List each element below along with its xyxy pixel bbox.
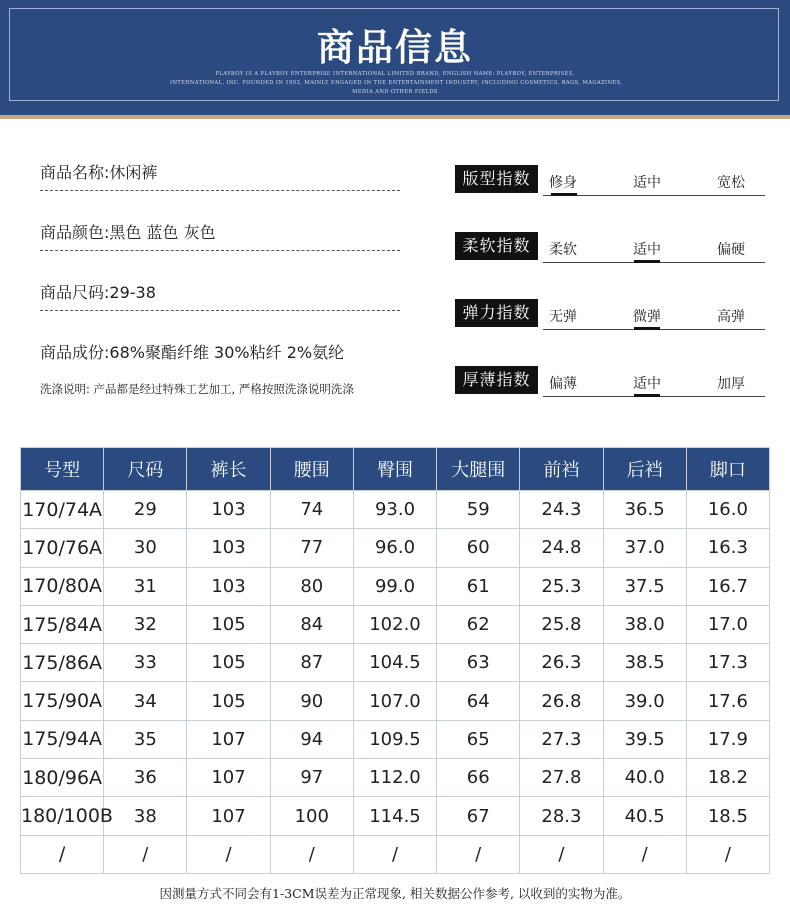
table-cell: 27.8 [520, 759, 603, 797]
table-cell: 175/90A [21, 682, 104, 720]
header-cell: 裤长 [187, 448, 270, 491]
table-cell: 114.5 [353, 797, 436, 835]
product-size-label: 商品尺码: [40, 283, 110, 302]
index-selected-marker [634, 394, 660, 397]
fit-index-label: 版型指数 [455, 165, 538, 193]
table-cell: 170/76A [21, 529, 104, 567]
header-cell: 号型 [21, 448, 104, 491]
header-banner [0, 0, 790, 115]
table-cell: / [353, 835, 436, 873]
index-option: 适中 [633, 376, 661, 392]
table-cell: 17.6 [686, 682, 769, 720]
table-cell: / [520, 835, 603, 873]
table-cell: / [187, 835, 270, 873]
index-option: 修身 [549, 175, 577, 191]
thickness-index [455, 366, 765, 404]
elasticity-index [455, 299, 765, 337]
table-cell: 63 [437, 644, 520, 682]
header-cell: 前裆 [520, 448, 603, 491]
table-row [21, 797, 770, 835]
table-cell: 107 [187, 720, 270, 758]
banner-subtitle-line-2: INTERNATIONAL, INC. FOUNDED IN 1953, MAINLY ENGAGED IN THE ENTERTAINMENT INDUSTRY, INCLUDING COSMETICS, BAGS, MAGAZINES, [170, 80, 623, 86]
table-cell: 18.5 [686, 797, 769, 835]
table-cell: 97 [270, 759, 353, 797]
table-cell: 62 [437, 605, 520, 643]
table-cell: 32 [104, 605, 187, 643]
table-cell: 36.5 [603, 491, 686, 529]
table-cell: 29 [104, 491, 187, 529]
table-cell: 39.0 [603, 682, 686, 720]
table-cell: 107 [187, 759, 270, 797]
product-size-value: 29-38 [109, 283, 156, 302]
table-cell: 175/94A [21, 720, 104, 758]
table-cell: 180/100B [21, 797, 104, 835]
fit-index [455, 165, 765, 203]
care-instructions: 洗涤说明: 产品都是经过特殊工艺加工, 严格按照洗涤说明洗涤 [40, 382, 354, 396]
table-cell: 100 [270, 797, 353, 835]
table-cell: 87 [270, 644, 353, 682]
table-cell: 16.3 [686, 529, 769, 567]
table-cell: 26.8 [520, 682, 603, 720]
table-cell: 33 [104, 644, 187, 682]
table-cell: 90 [270, 682, 353, 720]
index-option: 柔软 [549, 242, 577, 258]
banner-subtitle-line-3: MEDIA AND OTHER FIELDS [352, 89, 438, 95]
table-cell: 31 [104, 567, 187, 605]
table-cell: 38.0 [603, 605, 686, 643]
banner-accent-stripe [0, 115, 790, 119]
index-option: 偏薄 [549, 376, 577, 392]
table-cell: 175/86A [21, 644, 104, 682]
softness-index-label: 柔软指数 [455, 232, 538, 260]
table-cell: 34 [104, 682, 187, 720]
table-cell: 65 [437, 720, 520, 758]
index-option: 偏硬 [717, 242, 745, 258]
table-cell: / [603, 835, 686, 873]
thickness-index-label: 厚薄指数 [455, 366, 538, 394]
table-row [21, 529, 770, 567]
table-cell: 17.9 [686, 720, 769, 758]
table-cell: 74 [270, 491, 353, 529]
product-material-row [40, 340, 400, 366]
header-cell: 腰围 [270, 448, 353, 491]
table-cell: 175/84A [21, 605, 104, 643]
table-row [21, 491, 770, 529]
table-cell: 104.5 [353, 644, 436, 682]
table-cell: 40.0 [603, 759, 686, 797]
table-cell: 67 [437, 797, 520, 835]
measurement-note: 因测量方式不同会有1-3CM误差为正常现象, 相关数据公作参考, 以收到的实物为准。 [159, 886, 631, 901]
table-row [21, 720, 770, 758]
table-cell: 24.8 [520, 529, 603, 567]
table-cell: 96.0 [353, 529, 436, 567]
table-row [21, 644, 770, 682]
table-cell: 99.0 [353, 567, 436, 605]
table-cell: 61 [437, 567, 520, 605]
header-cell: 尺码 [104, 448, 187, 491]
table-cell: 60 [437, 529, 520, 567]
table-cell: 80 [270, 567, 353, 605]
table-cell: 77 [270, 529, 353, 567]
table-cell: 112.0 [353, 759, 436, 797]
product-name-value: 休闲裤 [109, 163, 158, 182]
table-cell: / [104, 835, 187, 873]
table-cell: 84 [270, 605, 353, 643]
table-cell: 103 [187, 491, 270, 529]
table-cell: 59 [437, 491, 520, 529]
header-cell: 后裆 [603, 448, 686, 491]
table-cell: / [437, 835, 520, 873]
table-cell: 38.5 [603, 644, 686, 682]
table-cell: 25.8 [520, 605, 603, 643]
table-cell: 103 [187, 529, 270, 567]
table-cell: 170/80A [21, 567, 104, 605]
table-cell: 17.3 [686, 644, 769, 682]
table-cell: 105 [187, 682, 270, 720]
table-cell: 18.2 [686, 759, 769, 797]
softness-index [455, 232, 765, 270]
banner-subtitle-line-1: PLAYBOY IS A PLAYBOY ENTERPRISE INTERNATIONAL LIMITED BRAND, ENGLISH NAME: PLAYBOY, ENTERPRISES, [215, 71, 575, 77]
index-option: 微弹 [633, 309, 661, 325]
index-option: 无弹 [549, 309, 577, 325]
product-color-label: 商品颜色: [40, 223, 110, 242]
table-row [21, 759, 770, 797]
table-cell: 107.0 [353, 682, 436, 720]
table-cell: 109.5 [353, 720, 436, 758]
table-cell: 102.0 [353, 605, 436, 643]
product-size-row [40, 280, 400, 311]
table-cell: 64 [437, 682, 520, 720]
table-cell: 94 [270, 720, 353, 758]
table-cell: 35 [104, 720, 187, 758]
product-material-label: 商品成份: [40, 343, 110, 362]
table-cell: 27.3 [520, 720, 603, 758]
table-cell: / [270, 835, 353, 873]
table-cell: 36 [104, 759, 187, 797]
table-cell: 16.7 [686, 567, 769, 605]
table-cell: 16.0 [686, 491, 769, 529]
table-row [21, 682, 770, 720]
index-selected-marker [634, 260, 660, 263]
elasticity-index-label: 弹力指数 [455, 299, 538, 327]
header-cell: 臀围 [353, 448, 436, 491]
table-cell: 28.3 [520, 797, 603, 835]
table-cell: 37.5 [603, 567, 686, 605]
index-option: 适中 [633, 175, 661, 191]
table-cell: 180/96A [21, 759, 104, 797]
product-color-row [40, 220, 400, 251]
header-cell: 大腿围 [437, 448, 520, 491]
table-cell: 105 [187, 605, 270, 643]
header-cell: 脚口 [686, 448, 769, 491]
index-option: 宽松 [717, 175, 745, 191]
table-cell: 26.3 [520, 644, 603, 682]
table-cell: 103 [187, 567, 270, 605]
index-option: 高弹 [717, 309, 745, 325]
table-cell: 40.5 [603, 797, 686, 835]
table-cell: 170/74A [21, 491, 104, 529]
table-cell: 39.5 [603, 720, 686, 758]
table-cell: 107 [187, 797, 270, 835]
size-table [20, 447, 770, 874]
table-row [21, 567, 770, 605]
product-name-label: 商品名称: [40, 163, 110, 182]
index-selected-marker [551, 193, 577, 196]
table-cell: 105 [187, 644, 270, 682]
table-cell: / [686, 835, 769, 873]
table-cell: 17.0 [686, 605, 769, 643]
table-header-row [21, 448, 770, 491]
table-cell: 66 [437, 759, 520, 797]
table-cell: / [21, 835, 104, 873]
table-cell: 30 [104, 529, 187, 567]
page-title: 商品信息 [317, 26, 473, 69]
product-color-value: 黑色 蓝色 灰色 [109, 223, 216, 242]
index-option: 适中 [633, 242, 661, 258]
index-option: 加厚 [717, 376, 745, 392]
table-cell: 93.0 [353, 491, 436, 529]
index-selected-marker [634, 327, 660, 330]
table-cell: 38 [104, 797, 187, 835]
table-cell: 24.3 [520, 491, 603, 529]
table-cell: 25.3 [520, 567, 603, 605]
table-row [21, 835, 770, 873]
product-name-row [40, 160, 400, 191]
product-material-value: 68%聚酯纤维 30%粘纤 2%氨纶 [109, 343, 345, 362]
table-cell: 37.0 [603, 529, 686, 567]
table-row [21, 605, 770, 643]
